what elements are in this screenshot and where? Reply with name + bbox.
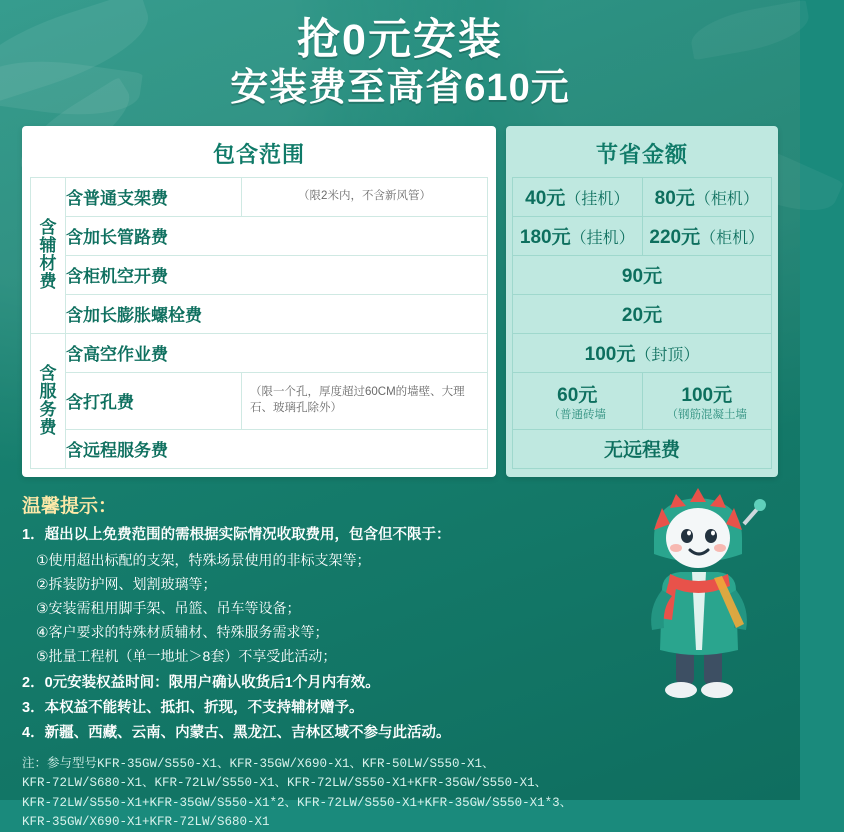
table-row — [513, 216, 772, 255]
savings-unit: 元 — [643, 266, 663, 288]
page-title — [0, 0, 800, 112]
savings-cell — [513, 294, 772, 333]
coverage-item: 含高空作业费 — [66, 333, 488, 372]
savings-amount: 90 — [621, 266, 644, 288]
coverage-item: 含打孔费 — [66, 372, 242, 429]
coverage-item: 含加长管路费 — [66, 216, 488, 255]
tips-title: 温馨提示： — [22, 495, 118, 517]
coverage-item: 含柜机空开费 — [66, 255, 488, 294]
coverage-note: （限2米内，不含新风管） — [242, 177, 488, 216]
coverage-item: 含远程服务费 — [66, 429, 488, 468]
coverage-item: 含普通支架费 — [66, 177, 242, 216]
tips-line: ②拆装防护网、划割玻璃等； — [36, 575, 217, 592]
savings-title: 节省金额 — [595, 141, 688, 167]
savings-amount: 60 — [557, 384, 579, 406]
tips-line: 2．0元安装权益时间：限用户确认收货后1个月内有效。 — [22, 675, 380, 692]
footnote-line: 注：参与型号KFR-35GW/S550-X1、KFR-35GW/X690-X1、KFR-50LW/S550-X1、 — [22, 756, 495, 771]
category-service-fee: 含 服 务 费 — [31, 333, 66, 468]
savings-cell — [513, 372, 643, 429]
footnote-line: KFR-72LW/S550-X1+KFR-35GW/S550-X1*2、KFR-72LW/S550-X1+KFR-35GW/S550-X1*3、 — [22, 795, 573, 810]
savings-unit: 元 — [675, 188, 695, 210]
savings-tag: （挂机） — [570, 230, 635, 248]
savings-cell — [513, 333, 772, 372]
tips-line: 4．新疆、西藏、云南、内蒙古、黑龙江、吉林区域不参与此活动。 — [22, 725, 451, 742]
headline-line-2: 安装费至高省610元 — [230, 67, 570, 110]
coverage-item: 含加长膨胀螺栓费 — [66, 294, 488, 333]
tips-line: ①使用超出标配的支架，特殊场景使用的非标支架等； — [36, 551, 371, 568]
savings-unit: 元 — [578, 384, 598, 406]
table-row — [31, 294, 488, 333]
tips-line: 3．本权益不能转让、抵扣、折现，不支持辅材赠予。 — [22, 700, 364, 717]
table-row — [31, 177, 488, 216]
savings-amount: 20 — [621, 305, 644, 327]
robot-boy-mascot — [618, 478, 778, 708]
savings-cell — [642, 372, 772, 429]
table-row — [513, 429, 772, 468]
table-row — [513, 294, 772, 333]
savings-tag: （封顶） — [635, 347, 700, 365]
tips-line: 1．超出以上免费范围的需根据实际情况收取费用，包含但不限于： — [22, 526, 451, 543]
savings-amount: 40 — [525, 188, 547, 210]
savings-tag: （挂机） — [565, 191, 630, 209]
model-footnote — [22, 755, 778, 832]
category-materials-fee: 含 辅 材 费 — [31, 177, 66, 333]
table-row — [513, 255, 772, 294]
table-row — [31, 372, 488, 429]
savings-panel — [506, 126, 778, 477]
savings-cell — [642, 216, 772, 255]
coverage-scope-table — [30, 177, 488, 469]
tips-line: ⑤批量工程机（单一地址＞8套）不享受此活动； — [36, 648, 337, 665]
savings-cell — [513, 177, 643, 216]
table-row — [31, 333, 488, 372]
savings-amount: 220 — [649, 227, 682, 249]
savings-unit: 元 — [551, 227, 571, 249]
savings-unit: 元 — [713, 384, 733, 406]
savings-cell — [513, 255, 772, 294]
table-row — [31, 429, 488, 468]
savings-tag: （柜机） — [700, 230, 765, 248]
savings-amount: 180 — [519, 227, 552, 249]
tips-line: ④客户要求的特殊材质辅材、特殊服务需求等； — [36, 623, 329, 640]
table-row — [513, 177, 772, 216]
savings-unit: 元 — [643, 305, 663, 327]
coverage-note: （限一个孔，厚度超过60CM的墙壁、大理石、玻璃孔除外） — [242, 372, 488, 429]
coverage-panels — [22, 126, 778, 477]
headline-line-1: 抢0元安装 — [297, 16, 503, 64]
table-row — [31, 255, 488, 294]
tips-line: ③安装需租用脚手架、吊篮、吊车等设备； — [36, 599, 301, 616]
savings-amount: 100 — [584, 344, 617, 366]
savings-cell — [513, 429, 772, 468]
savings-table — [512, 177, 772, 469]
savings-tag: （柜机） — [694, 191, 759, 209]
savings-amount: 80 — [654, 188, 676, 210]
savings-amount: 无远程费 — [603, 440, 680, 462]
table-row — [513, 333, 772, 372]
savings-subtext: （普通砖墙 — [548, 408, 606, 421]
savings-cell — [642, 177, 772, 216]
savings-unit: 元 — [546, 188, 566, 210]
coverage-scope-panel — [22, 126, 496, 477]
savings-subtext: （钢筋混凝土墙 — [666, 408, 747, 421]
footnote-line: KFR-72LW/S680-X1、KFR-72LW/S550-X1、KFR-72LW/S550-X1+KFR-35GW/S550-X1、 — [22, 776, 548, 791]
savings-cell — [513, 216, 643, 255]
table-row — [513, 372, 772, 429]
savings-unit: 元 — [616, 344, 636, 366]
savings-unit: 元 — [681, 227, 701, 249]
coverage-scope-title: 包含范围 — [212, 141, 305, 167]
footnote-line: KFR-35GW/X690-X1+KFR-72LW/S680-X1 — [22, 815, 270, 830]
table-row — [31, 216, 488, 255]
savings-amount: 100 — [681, 384, 714, 406]
